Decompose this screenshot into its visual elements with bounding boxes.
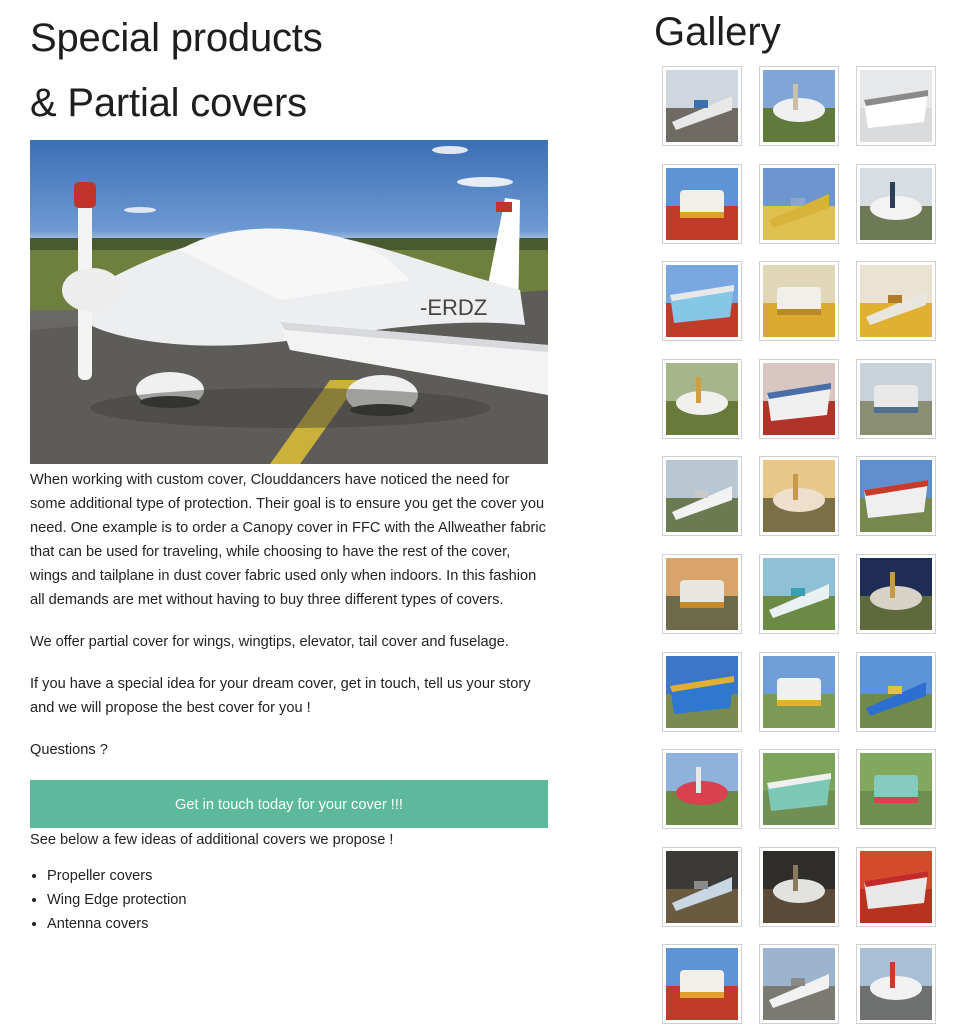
thumbnail-image bbox=[860, 753, 932, 825]
thumbnail-image bbox=[860, 851, 932, 923]
gallery-thumbnail[interactable] bbox=[662, 261, 742, 341]
gallery-thumbnail[interactable] bbox=[856, 359, 936, 439]
thumbnail-image bbox=[860, 460, 932, 532]
thumbnail-image bbox=[763, 70, 835, 142]
content-column bbox=[30, 0, 548, 936]
thumbnail-image bbox=[860, 363, 932, 435]
special-idea-paragraph: If you have a special idea for your dream cover, get in touch, tell us your story and we will propose the best cover for you ! bbox=[30, 676, 531, 716]
thumbnail-image bbox=[763, 656, 835, 728]
gallery-thumbnail[interactable] bbox=[662, 456, 742, 536]
gallery-thumbnail[interactable] bbox=[856, 456, 936, 536]
gallery-thumbnail[interactable] bbox=[662, 554, 742, 634]
gallery-thumbnail[interactable] bbox=[662, 652, 742, 732]
gallery-column bbox=[654, 0, 944, 65]
gallery-thumbnail[interactable] bbox=[856, 847, 936, 927]
thumbnail-image bbox=[666, 656, 738, 728]
gallery-thumbnail[interactable] bbox=[856, 652, 936, 732]
partial-cover-paragraph: We offer partial cover for wings, wingtips, elevator, tail cover and fuselage. bbox=[30, 634, 509, 650]
gallery-thumbnail[interactable] bbox=[662, 847, 742, 927]
questions-text: Questions ? bbox=[30, 742, 108, 758]
thumbnail-image bbox=[763, 460, 835, 532]
ideas-intro: See below a few ideas of additional covers we propose ! bbox=[30, 832, 394, 848]
ideas-list bbox=[30, 864, 548, 936]
thumbnail-image bbox=[666, 168, 738, 240]
thumbnail-image bbox=[860, 656, 932, 728]
gallery-thumbnail[interactable] bbox=[856, 554, 936, 634]
hero-image bbox=[30, 140, 548, 464]
gallery-thumbnail[interactable] bbox=[662, 359, 742, 439]
get-in-touch-button[interactable]: Get in touch today for your cover !!! bbox=[30, 780, 548, 828]
thumbnail-image bbox=[763, 753, 835, 825]
gallery-thumbnail[interactable] bbox=[759, 652, 839, 732]
page-title-line2: & Partial covers bbox=[30, 81, 307, 125]
gallery-title: Gallery bbox=[654, 10, 781, 54]
intro-paragraph: When working with custom cover, Clouddancers have noticed the need for some additional type of protection. Their goal is to ensure you get the cover you need. One example is to order a Canopy cover in FFC with the Allweather fabric that can be used for traveling, while choosing to have the rest of the cover, wings and tailplane in dust cover fabric used only when indoors. In this fashion all demands are met without having to buy three different types of covers. bbox=[30, 472, 546, 608]
list-item: • Wing Edge protection bbox=[47, 888, 548, 912]
gallery-thumbnail[interactable] bbox=[662, 749, 742, 829]
gallery-thumbnail[interactable] bbox=[759, 164, 839, 244]
list-item: • Antenna covers bbox=[47, 912, 548, 936]
page-title bbox=[30, 6, 548, 136]
thumbnail-image bbox=[666, 70, 738, 142]
gallery-thumbnail[interactable] bbox=[856, 164, 936, 244]
thumbnail-image bbox=[860, 168, 932, 240]
gallery-thumbnail[interactable] bbox=[759, 456, 839, 536]
thumbnail-image bbox=[860, 558, 932, 630]
thumbnail-image bbox=[666, 363, 738, 435]
thumbnail-image bbox=[666, 265, 738, 337]
thumbnail-image bbox=[666, 460, 738, 532]
list-item: • Propeller covers bbox=[47, 864, 548, 888]
thumbnail-image bbox=[666, 851, 738, 923]
gallery-thumbnail[interactable] bbox=[662, 944, 742, 1024]
gallery-thumbnail[interactable] bbox=[759, 554, 839, 634]
thumbnail-image bbox=[860, 265, 932, 337]
gallery-thumbnail[interactable] bbox=[662, 164, 742, 244]
gallery-thumbnail[interactable] bbox=[759, 261, 839, 341]
thumbnail-image bbox=[666, 558, 738, 630]
gallery-thumbnail[interactable] bbox=[662, 66, 742, 146]
thumbnail-image bbox=[763, 168, 835, 240]
thumbnail-image bbox=[763, 558, 835, 630]
thumbnail-image bbox=[666, 753, 738, 825]
gallery-thumbnail[interactable] bbox=[856, 66, 936, 146]
thumbnail-image bbox=[860, 70, 932, 142]
gallery-thumbnail[interactable] bbox=[759, 749, 839, 829]
thumbnail-image bbox=[860, 948, 932, 1020]
gallery-thumbnail[interactable] bbox=[856, 749, 936, 829]
thumbnail-image bbox=[763, 265, 835, 337]
thumbnail-image bbox=[763, 363, 835, 435]
thumbnail-image bbox=[763, 948, 835, 1020]
gallery-thumbnail[interactable] bbox=[759, 944, 839, 1024]
gallery-thumbnail[interactable] bbox=[759, 66, 839, 146]
page-title-line1: Special products bbox=[30, 16, 323, 60]
thumbnail-image bbox=[763, 851, 835, 923]
gallery-thumbnail[interactable] bbox=[856, 261, 936, 341]
gallery-thumbnail[interactable] bbox=[759, 359, 839, 439]
gallery-thumbnail[interactable] bbox=[759, 847, 839, 927]
thumbnail-image bbox=[666, 948, 738, 1020]
svg-text:-ERDZ: -ERDZ bbox=[420, 295, 488, 320]
gallery-thumbnail[interactable] bbox=[856, 944, 936, 1024]
